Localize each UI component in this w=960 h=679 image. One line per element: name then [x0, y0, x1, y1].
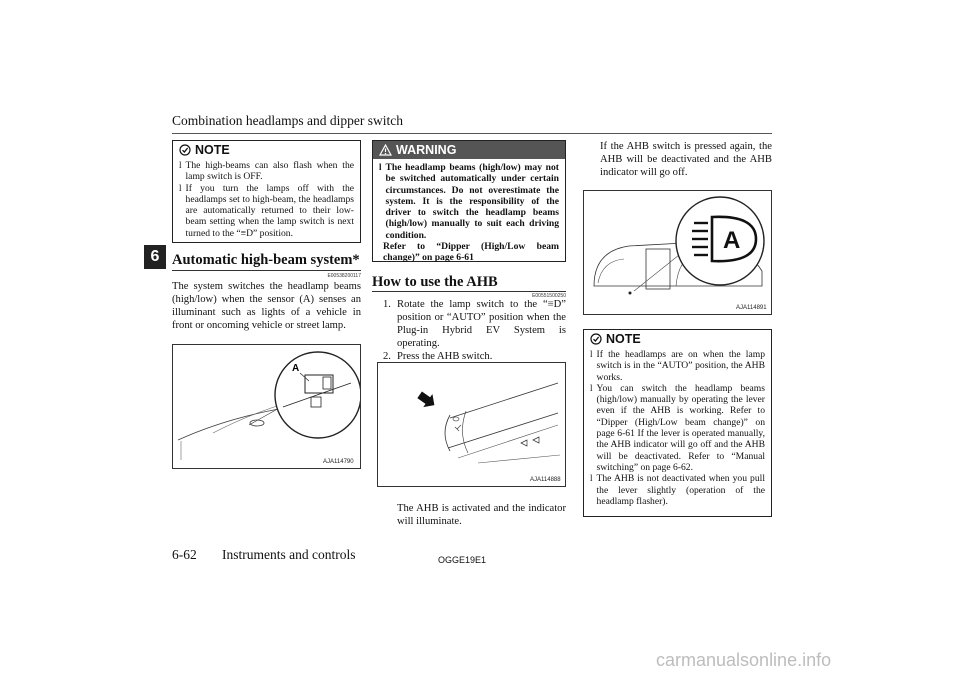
note-item: l The high-beams can also flash when the lamp switch is OFF.: [179, 160, 354, 183]
sensor-illustration: [173, 345, 360, 468]
bullet: l: [379, 162, 382, 172]
note-item: l You can switch the headlamp beams (high/low) manually by operating the lever even if the AHB is working. Refer to “Dipper (High/Low beam change)” on page 6-61 If the lever is operated manually, the AHB indicator will go off and the AHB will be deactivated. Refer to “Manual switching” on page 6-62.: [590, 382, 765, 473]
section-code: E00551500250: [532, 293, 566, 299]
header-rule: [172, 133, 772, 134]
figure-ahb-indicator: [583, 190, 772, 315]
note-box-left: [172, 140, 361, 243]
section-title-how-to-use: How to use the AHB: [372, 274, 498, 290]
switch-illustration: [378, 363, 565, 486]
warning-icon: [379, 144, 392, 156]
bullet: l: [590, 349, 593, 359]
section-title-ahb-system: Automatic high-beam system*: [172, 252, 360, 268]
ahb-activated-text: The AHB is activated and the indicator will illuminate.: [397, 503, 566, 527]
note-icon: [590, 333, 602, 345]
bullet: l: [590, 382, 593, 393]
note-header: [584, 330, 771, 348]
note-header: [173, 141, 360, 159]
indicator-illustration: [584, 191, 771, 314]
section-rule: [172, 270, 361, 271]
note-icon: [179, 144, 191, 156]
note-label: NOTE: [195, 143, 230, 157]
figure-code: AJA114790: [323, 459, 354, 465]
note-item: l If the headlamps are on when the lamp switch is in the “AUTO” position, the AHB works.: [590, 349, 765, 383]
ahb-description: The system switches the headlamp beams (high/low) when the sensor (A) senses an illuminant such as lights of a vehicle in front or oncoming vehicle or street lamp.: [172, 281, 361, 331]
page-number: 6-62: [172, 547, 197, 562]
footer-section-title: Instruments and controls: [222, 547, 356, 562]
note-box-right: [583, 329, 772, 517]
bullet: l: [590, 473, 593, 484]
warning-item: l The headlamp beams (high/low) may not be switched automatically under certain circumstances. Do not overestimate the system. It is the responsibility of the driver to switch the headlamp beams (high/low) manually to suit each driving condition.: [379, 162, 559, 241]
note-item: l If you turn the lamps off with the headlamps set to high-beam, the headlamps are automatically returned to their low-beam setting when the lamp switch is next turned to the “≡D” position.: [179, 182, 354, 239]
footer-doc-code: OGGE19E1: [438, 555, 487, 565]
running-header: Combination headlamps and dipper switch: [172, 113, 403, 128]
bullet: l: [179, 160, 182, 170]
warning-header: [373, 141, 565, 159]
ahb-deactivate-text: If the AHB switch is pressed again, the AHB will be deactivated and the AHB indicator will go off.: [600, 141, 772, 178]
step-item: 2. Press the AHB switch.: [383, 351, 493, 362]
watermark: carmanualsonline.info: [656, 650, 832, 670]
steps-list: [383, 298, 566, 363]
indicator-symbol: A: [723, 227, 741, 254]
chapter-tab: 6: [144, 245, 166, 269]
figure-code: AJA114891: [736, 305, 767, 311]
figure-sensor: [172, 344, 361, 469]
section-rule: [372, 291, 566, 292]
warning-box: [372, 140, 566, 262]
warning-label: WARNING: [396, 143, 457, 157]
figure-code: AJA114888: [530, 477, 561, 483]
bullet: l: [179, 182, 182, 193]
figure-ahb-switch: [377, 362, 566, 487]
section-code: E00538200117: [327, 273, 361, 279]
note-label: NOTE: [606, 332, 641, 346]
warning-item: Refer to “Dipper (High/Low beam change)” on page 6-61: [383, 241, 559, 264]
note-item: l The AHB is not deactivated when you pull the lever slightly (operation of the headlamp flasher).: [590, 473, 765, 507]
step-item: 1. Rotate the lamp switch to the “≡D” position or “AUTO” position when the Plug-in Hybrid EV System is operating.: [383, 299, 566, 349]
figure-label: A: [292, 363, 300, 374]
